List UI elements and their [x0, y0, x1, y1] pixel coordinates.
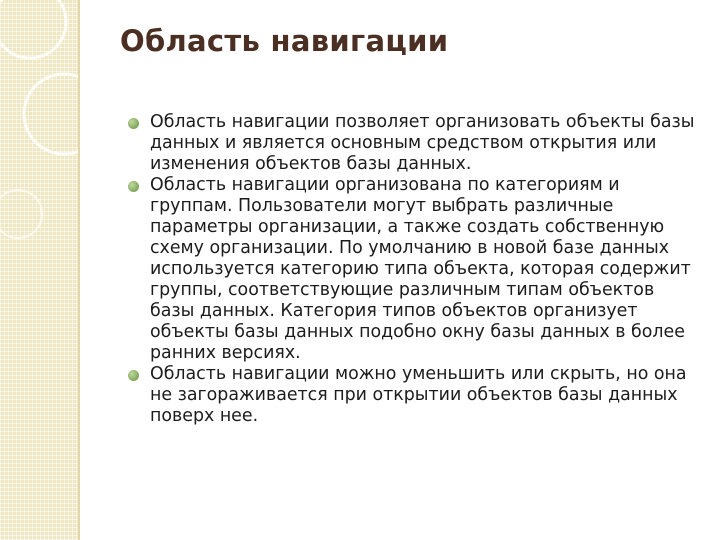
bullet-text: Область навигации позволяет организовать объекты базы данных и является основным средством открытия или изменения объектов базы данных.: [150, 112, 695, 174]
bullet-item: [128, 175, 698, 364]
bullet-text: Область навигации можно уменьшить или скрыть, но она не загораживается при открытии объектов базы данных поверх нее.: [150, 364, 687, 426]
bullet-dot-icon: [128, 118, 139, 129]
decorative-side-band: [0, 0, 78, 540]
bullet-item: [128, 364, 698, 427]
bullet-item: [128, 112, 698, 175]
decorative-circles-graphic: [0, 0, 78, 540]
side-band-edge: [78, 0, 80, 540]
slide-title: Область навигации: [120, 24, 449, 58]
bullet-dot-icon: [128, 181, 139, 192]
bullet-list: [128, 112, 698, 427]
bullet-dot-icon: [128, 370, 139, 381]
bullet-text: Область навигации организована по категориям и группам. Пользователи могут выбрать различные параметры организации, а также создать собственную схему организации. По умолчанию в новой базе данных используется категорию типа объекта, которая содержит группы, соответствующие различным типам объектов базы данных. Категория типов объектов организует объекты базы данных подобно окну базы данных в более ранних версиях.: [150, 175, 691, 363]
